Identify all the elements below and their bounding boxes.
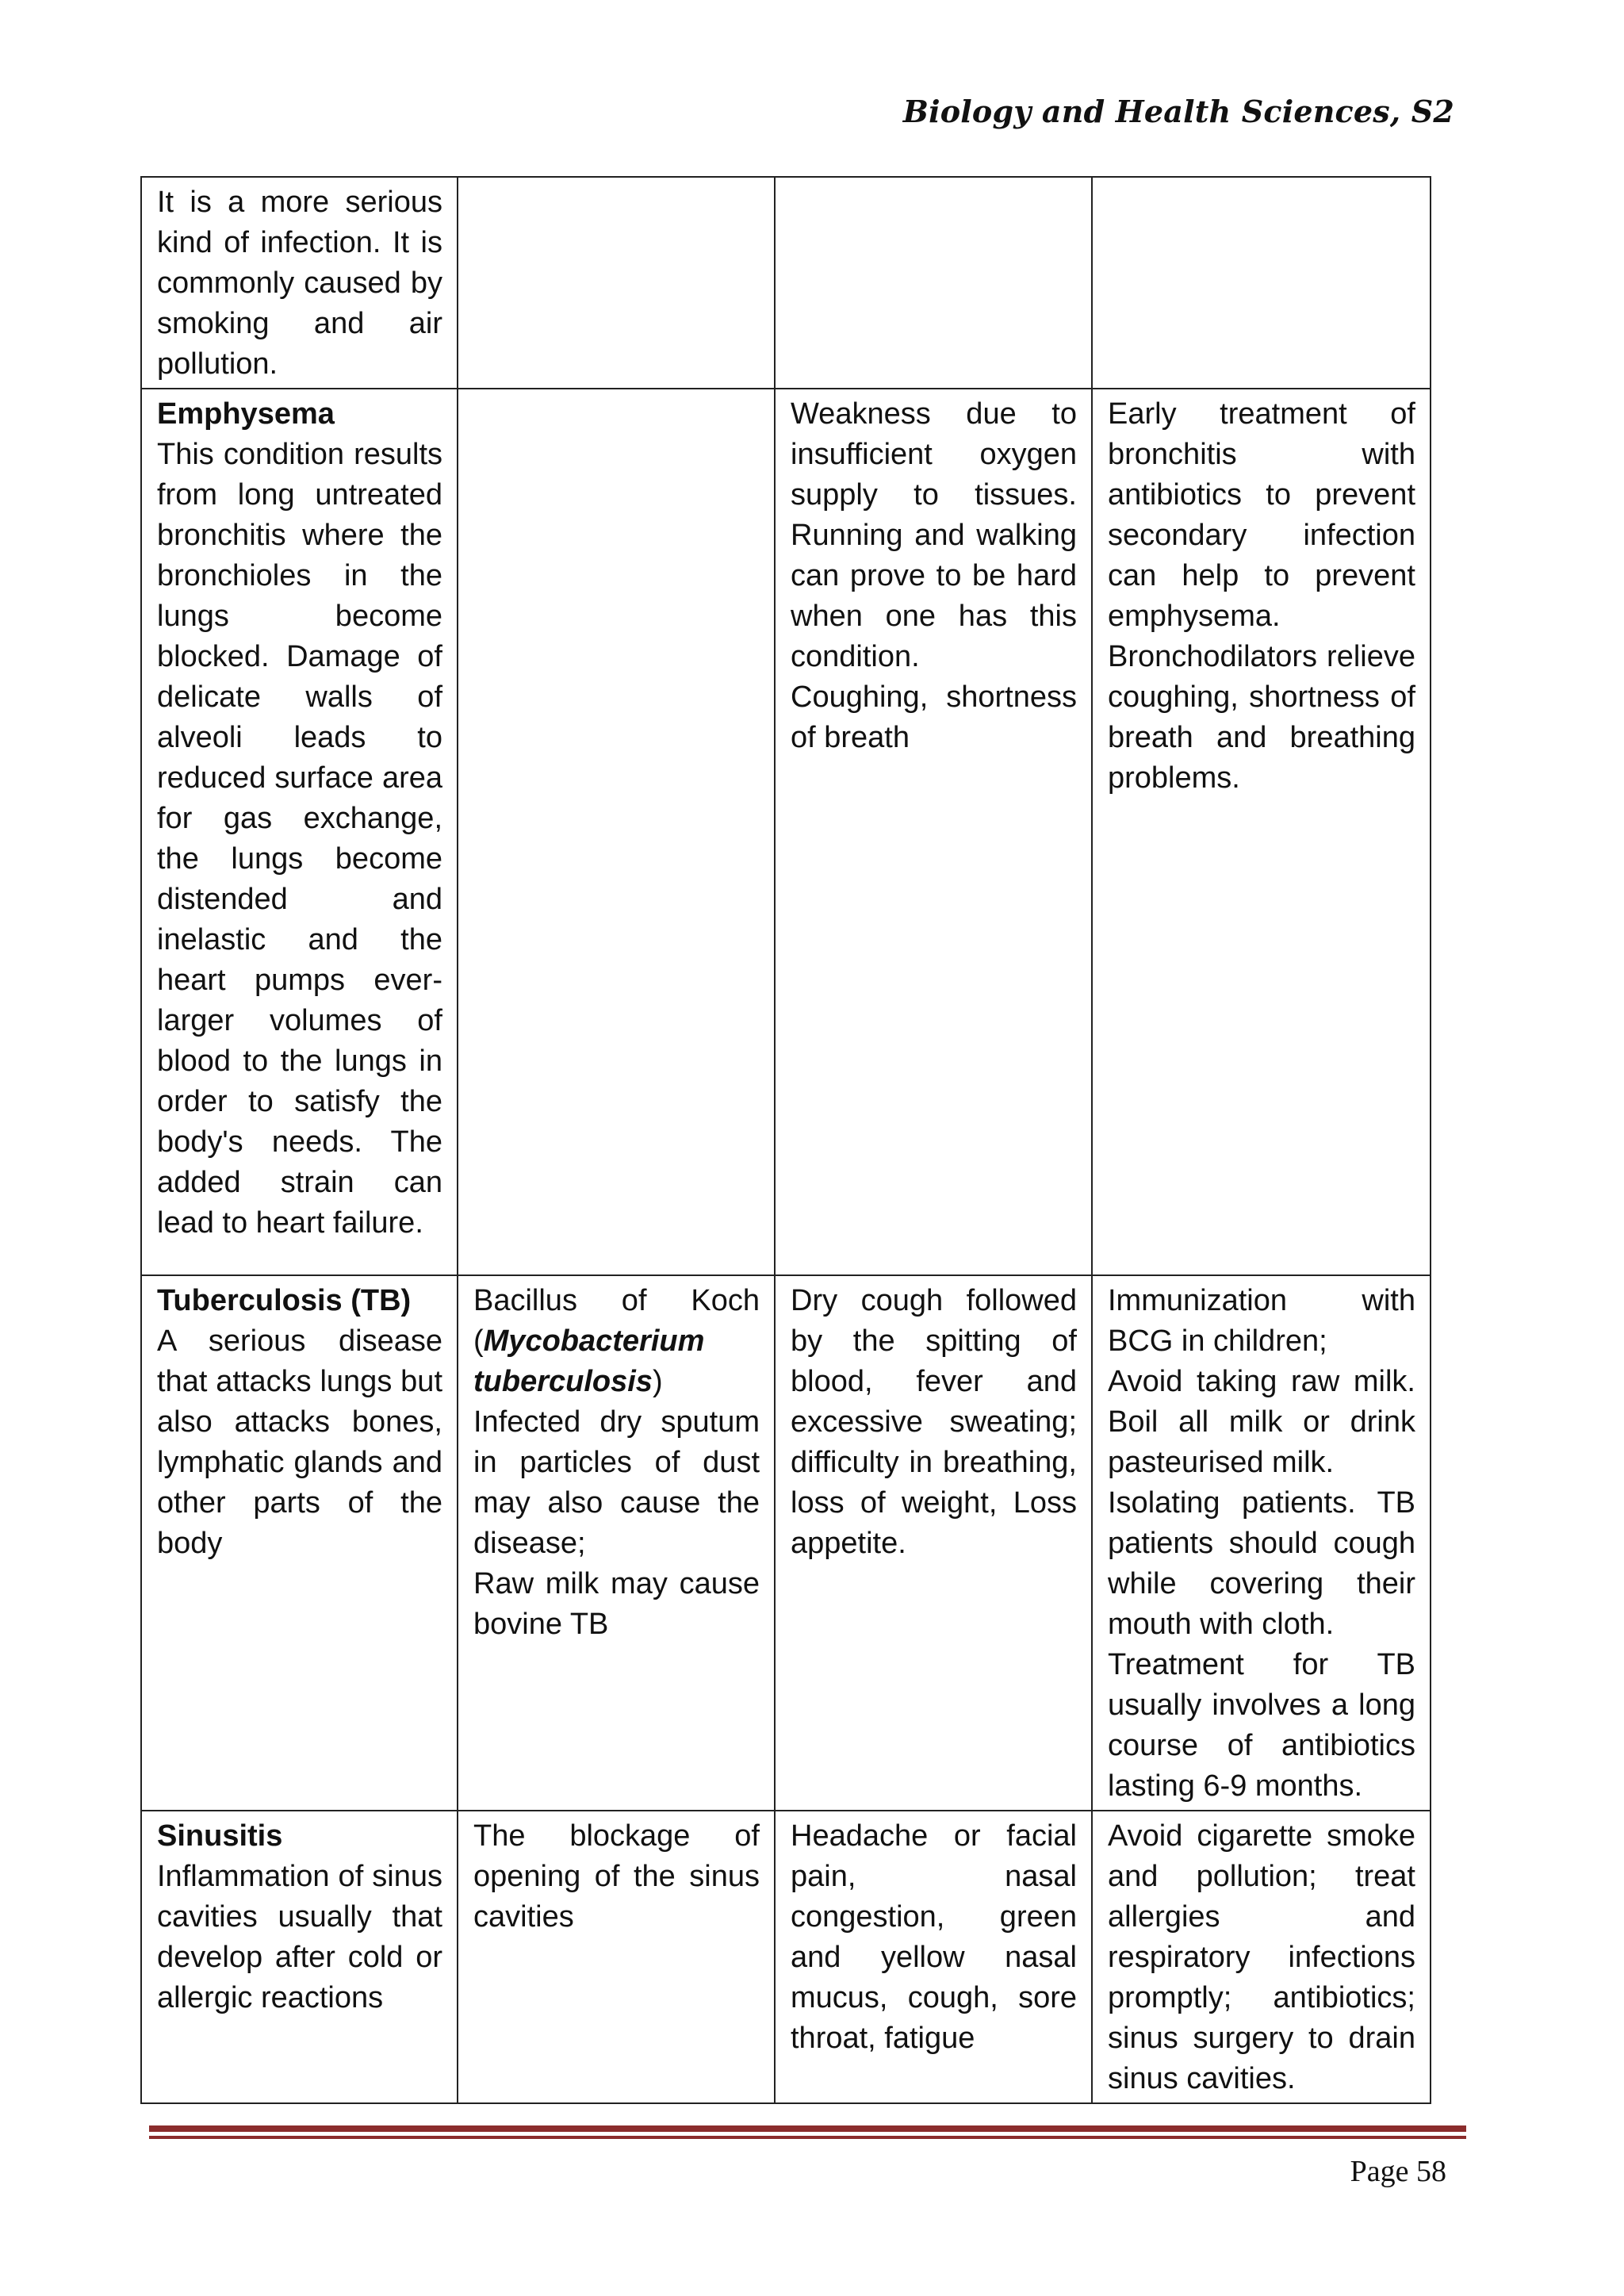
- prevention-text: Avoid cigarette smoke and pollution; treat allergies and respiratory infections promptly; antibiotics; sinus surgery to drain sinus cavities.: [1108, 1819, 1415, 2095]
- cause-text: The blockage of opening of the sinus cavities: [473, 1819, 760, 1934]
- page-number: Page 58: [1350, 2155, 1446, 2188]
- page-header-title: Biology and Health Sciences, S2: [902, 94, 1454, 129]
- cause-text-after: ): [652, 1365, 663, 1398]
- cell-description: [141, 177, 458, 389]
- footer-rule-thin: [149, 2136, 1466, 2139]
- cell-description: [141, 389, 458, 1275]
- disease-name: Tuberculosis (TB): [157, 1284, 412, 1317]
- disease-name: Sinusitis: [157, 1819, 283, 1853]
- cell-cause: [458, 1811, 775, 2103]
- footer-rule-thick: [149, 2125, 1466, 2132]
- description-text: It is a more serious kind of infection. It is commonly caused by smoking and air pollution.: [157, 186, 442, 381]
- table-row-bronchitis-continued: [141, 177, 1431, 389]
- prevention-text-3: Isolating patients. TB patients should cough while covering their mouth with cloth.: [1108, 1486, 1415, 1641]
- symptoms-text: Dry cough followed by the spitting of blood, fever and excessive sweating; difficulty in breathing, loss of weight, Loss appetite.: [791, 1284, 1077, 1560]
- description-text: A serious disease that attacks lungs but also attacks bones, lymphatic glands and other parts of the body: [157, 1324, 442, 1560]
- prevention-text-2: Avoid taking raw milk. Boil all milk or drink pasteurised milk.: [1108, 1365, 1415, 1479]
- cell-symptoms: [775, 389, 1092, 1275]
- cell-prevention: [1092, 177, 1431, 389]
- cell-prevention: [1092, 389, 1431, 1275]
- cause-text-2: Infected dry sputum in particles of dust may also cause the disease;: [473, 1405, 760, 1560]
- symptoms-text: Headache or facial pain, nasal congestion, green and yellow nasal mucus, cough, sore throat, fatigue: [791, 1819, 1077, 2055]
- cell-cause: [458, 177, 775, 389]
- prevention-text: Immunization with BCG in children;: [1108, 1284, 1415, 1358]
- cell-symptoms: [775, 177, 1092, 389]
- cause-text: [473, 1281, 760, 1402]
- cell-description: [141, 1811, 458, 2103]
- description-text: Inflammation of sinus cavities usually that develop after cold or allergic reactions: [157, 1860, 442, 2014]
- cause-text-before: Bacillus of Koch (: [473, 1284, 760, 1358]
- prevention-text-4: Treatment for TB usually involves a long course of antibiotics lasting 6-9 months.: [1108, 1648, 1415, 1803]
- pathogen-scientific-name: Mycobacterium tuberculosis: [473, 1324, 705, 1398]
- table-row-tuberculosis: [141, 1275, 1431, 1811]
- cell-prevention: [1092, 1811, 1431, 2103]
- disease-table: [140, 176, 1431, 2104]
- table-row-sinusitis: [141, 1811, 1431, 2103]
- prevention-text-2: Bronchodilators relieve coughing, shortness of breath and breathing problems.: [1108, 640, 1415, 795]
- cell-symptoms: [775, 1811, 1092, 2103]
- symptoms-text: Weakness due to insufficient oxygen supply to tissues. Running and walking can prove to be hard when one has this condition.: [791, 397, 1077, 673]
- cell-description: [141, 1275, 458, 1811]
- prevention-text: Early treatment of bronchitis with antibiotics to prevent secondary infection can help to prevent emphysema.: [1108, 397, 1415, 633]
- symptoms-text-2: Coughing, shortness of breath: [791, 680, 1077, 754]
- cause-text-3: Raw milk may cause bovine TB: [473, 1567, 760, 1641]
- cell-symptoms: [775, 1275, 1092, 1811]
- disease-name: Emphysema: [157, 397, 335, 431]
- cell-prevention: [1092, 1275, 1431, 1811]
- table-row-emphysema: [141, 389, 1431, 1275]
- cell-cause: [458, 389, 775, 1275]
- description-text: This condition results from long untreated bronchitis where the bronchioles in the lungs become blocked. Damage of delicate walls of alveoli leads to reduced surface area for gas exchange, the lungs become distended and inelastic and the heart pumps ever-larger volumes of blood to the lungs in order to satisfy the body's needs. The added strain can lead to heart failure.: [157, 438, 442, 1240]
- cell-cause: [458, 1275, 775, 1811]
